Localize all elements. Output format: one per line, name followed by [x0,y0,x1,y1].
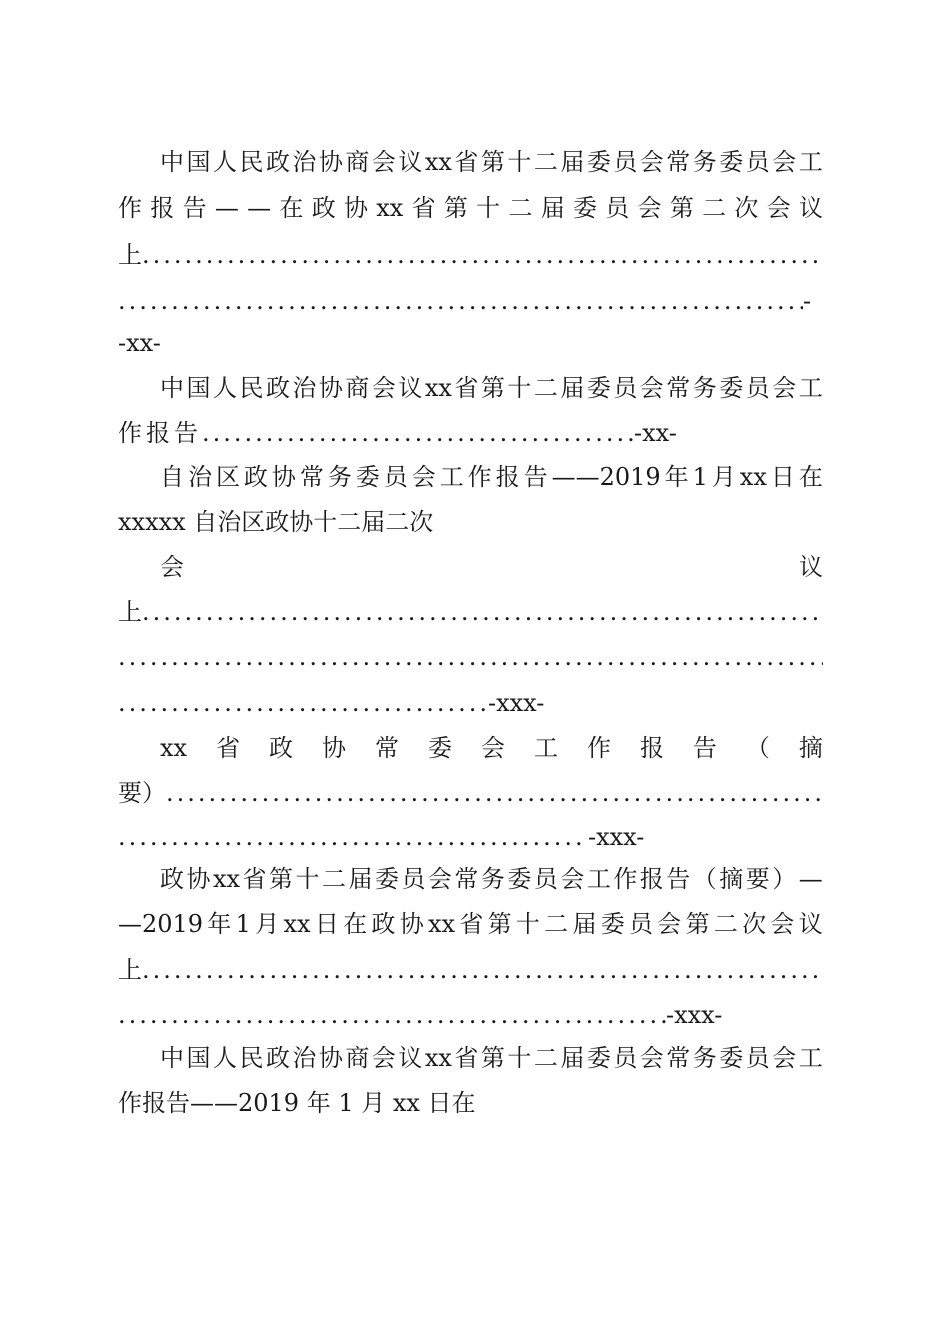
text-token: 会 [371,148,396,176]
toc-entry-4-line-2 [118,778,823,808]
dot-leader [118,688,488,718]
text-token: xx [283,910,311,938]
text-token: 十 [507,374,532,402]
dot-leader [118,286,803,316]
text-token: 报 [639,734,664,762]
text-token: 第 [443,194,468,222]
text-token: —2019 [118,910,204,938]
text-token: 届 [540,194,565,222]
text-token: 常 [375,734,400,762]
text-token: 会 [480,734,505,762]
text-token: 省 [242,865,267,893]
text-token: 协 [271,463,296,491]
toc-entry-3-line-3 [160,552,823,582]
text-token: 委 [719,1044,744,1072]
text-token: 议 [798,194,823,222]
dot-leader [142,955,823,985]
toc-entry-3-line-5 [118,642,823,672]
text-token: 政 [265,148,290,176]
text-token: 1 [235,910,251,938]
text-token: 委 [586,374,611,402]
text-token: 摘 [798,734,823,762]
text-token: 常 [454,865,479,893]
text-token: 务 [692,148,717,176]
text-token: 会 [772,148,797,176]
text-token: 常 [299,463,324,491]
text-token: 委 [428,734,452,762]
text-token: 治 [292,1044,317,1072]
text-token: 省 [454,148,479,176]
text-token: 届 [572,910,597,938]
text-token: 商 [345,148,370,176]
toc-entry-1-page [118,328,823,358]
text-token: 民 [239,1044,264,1072]
toc-entry-2-text-tail: 作报告 [118,419,202,447]
text-token: 议 [398,1044,423,1072]
text-token: 常 [666,374,691,402]
toc-entry-1-line-3 [118,240,823,270]
toc-entry-1-line-1 [160,147,823,177]
text-token: 工 [798,1044,823,1072]
text-token: 报 [495,463,520,491]
text-token: 政 [160,865,184,893]
text-token: 工 [798,148,823,176]
text-token: xx [424,374,452,402]
text-token: 中 [160,148,184,176]
text-token: 人 [212,148,237,176]
text-token: 商 [345,1044,370,1072]
text-token: 二 [713,910,738,938]
text-token: ——2019 [551,463,661,491]
page-number: -xx- [634,419,677,447]
text-token: 会 [371,374,396,402]
text-token: 委 [374,865,399,893]
text-token: 政 [311,194,336,222]
text-token: 务 [692,374,717,402]
text-token: — [247,194,272,222]
text-token: 省 [216,734,241,762]
text-token: 年 [207,910,232,938]
text-token: 协 [318,1044,343,1072]
text-token: 工 [798,374,823,402]
text-token: 务 [692,1044,717,1072]
text-token: 要 [745,865,770,893]
toc-entry-1-text-tail: 上 [118,241,142,269]
text-token: 员 [745,374,770,402]
text-token: 民 [239,374,264,402]
text-token: 1 [692,463,708,491]
text-token: xx [424,1044,452,1072]
text-token: 第 [487,910,512,938]
text-token: 月 [255,910,280,938]
text-token: ） [772,865,797,893]
text-token: 员 [605,194,630,222]
text-token: 二 [533,374,558,402]
text-token: 员 [383,463,408,491]
text-token: 协 [343,194,368,222]
toc-entry-3-text-tail: 上 [118,598,142,626]
toc-entry-6-line-1 [160,1043,823,1073]
page-number: -xxx- [588,823,645,851]
text-token: 议 [799,553,823,581]
text-token: 会 [772,1044,797,1072]
text-token: 员 [745,148,770,176]
text-token: 第 [669,194,694,222]
text-token: 员 [613,374,638,402]
text-token: 届 [560,1044,585,1072]
text-token: 会 [657,910,682,938]
text-token: 协 [186,865,211,893]
toc-entry-2-line-1 [160,373,823,403]
page-number: -xxx- [488,689,545,717]
text-token: 作 [467,463,492,491]
text-token: 第 [685,910,710,938]
text-token: 在 [279,194,304,222]
text-token: 商 [345,374,370,402]
dot-leader [118,642,823,672]
text-token: 民 [239,148,264,176]
text-token: 告 [692,734,717,762]
text-token: 届 [560,148,585,176]
text-token: 务 [480,865,505,893]
text-token: 第 [480,148,505,176]
text-token: 协 [318,148,343,176]
text-token: 工 [586,865,611,893]
text-token: xx [160,734,188,762]
dot-leader [118,822,588,852]
text-token: 政 [243,463,268,491]
text-token: 政 [265,374,290,402]
text-token: 会 [639,1044,664,1072]
text-token: 十 [515,910,540,938]
toc-entry-3-line-6 [118,688,823,718]
dot-leader [118,1000,666,1030]
text-token: 省 [411,194,436,222]
dot-leader [142,597,823,627]
text-token: 届 [348,865,373,893]
text-token: 员 [629,910,654,938]
toc-entry-5-line-3 [118,955,823,985]
text-token: 员 [745,1044,770,1072]
text-token: 员 [613,148,638,176]
text-token: 年 [664,463,689,491]
text-token: xx [424,148,452,176]
text-token: 月 [711,463,736,491]
text-token: 作 [613,865,638,893]
text-token: 工 [533,734,558,762]
text-token: 第 [480,374,505,402]
text-token: 告 [523,463,548,491]
text-token: 协 [318,374,343,402]
text-token: 二 [533,1044,558,1072]
toc-entry-4-text-tail: 要） [118,779,166,807]
text-token: 议 [398,374,423,402]
text-token: 会 [639,374,664,402]
text-token: （ [745,734,770,762]
text-token: 会 [427,865,452,893]
text-token: 会 [637,194,662,222]
text-token: 委 [586,148,611,176]
text-token: 二 [533,148,558,176]
text-token: 十 [507,148,532,176]
text-token: 委 [719,148,744,176]
text-token: 十 [507,1044,532,1072]
text-token: 报 [150,194,175,222]
text-token: 会 [371,1044,396,1072]
text-token: 二 [321,865,346,893]
text-token: 二 [508,194,533,222]
text-token: 政 [269,734,294,762]
toc-entry-4-line-3 [118,822,823,852]
toc-entry-5-line-4 [118,1000,823,1030]
text-token: 摘 [719,865,744,893]
text-token: 中 [160,1044,184,1072]
text-token: 中 [160,374,184,402]
text-token: 国 [186,1044,211,1072]
toc-entry-5-line-1 [160,864,823,894]
text-token: 二 [702,194,727,222]
text-token: xx [427,910,456,938]
text-token: 省 [459,910,484,938]
text-token: 次 [742,910,767,938]
text-token: 员 [401,865,426,893]
text-token: 员 [613,1044,638,1072]
text-token: 会 [411,463,436,491]
text-token: 议 [798,910,823,938]
toc-entry-3-line-1 [160,462,823,492]
toc-entry-1-line-4 [118,286,823,316]
text-token: 工 [439,463,464,491]
toc-entry-3-line-4 [118,597,823,627]
text-token: 会 [772,374,797,402]
toc-entry-3-text-cont: xxxxx 自治区政协十二届二次 [118,508,434,536]
toc-entry-2-line-2 [118,418,823,448]
text-token: 委 [355,463,380,491]
text-token: 委 [719,374,744,402]
text-token: 委 [600,910,625,938]
text-token: 协 [322,734,347,762]
text-token: 人 [212,1044,237,1072]
text-token: 告 [182,194,207,222]
text-token: 政 [371,910,396,938]
text-token: 自 [160,463,184,491]
text-token: 届 [560,374,585,402]
toc-entry-6-text-tail: 作报告——2019 年 1 月 xx 日在 [118,1089,476,1117]
text-token: 第 [269,865,294,893]
text-token: 省 [454,374,479,402]
text-token: 人 [212,374,237,402]
text-token: 常 [666,148,691,176]
text-token: 治 [292,148,317,176]
dot-leader [166,778,823,808]
text-token: 作 [586,734,611,762]
leader-dash: - [803,287,812,315]
text-token: — [214,194,239,222]
text-token: 告 [666,865,691,893]
text-token: 作 [118,194,142,222]
text-token: 在 [798,463,823,491]
text-token: 日 [770,463,795,491]
page-number: -xxx- [666,1001,723,1029]
text-token: 常 [666,1044,691,1072]
text-token: — [798,865,823,893]
text-token: 国 [186,148,211,176]
text-token: 会 [766,194,791,222]
text-token: 报 [639,865,664,893]
text-token: 日 [314,910,339,938]
dot-leader [202,418,634,448]
text-token: 在 [343,910,368,938]
text-token: xx [212,865,241,893]
text-token: 治 [292,374,317,402]
toc-entry-1-line-2 [118,193,823,223]
text-token: 会 [560,865,585,893]
text-token: 二 [544,910,569,938]
text-token: 区 [215,463,240,491]
text-token: 治 [187,463,212,491]
page-number: -xx- [118,329,161,357]
text-token: 国 [186,374,211,402]
toc-entry-6-line-2 [118,1088,823,1118]
text-token: 政 [265,1044,290,1072]
dot-leader [142,240,823,270]
text-token: 十 [295,865,320,893]
toc-entry-4-line-1 [160,733,823,763]
text-token: 次 [734,194,759,222]
toc-entry-5-text-tail: 上 [118,956,142,984]
text-token: 员 [533,865,558,893]
text-token: 十 [476,194,501,222]
text-token: xx [376,194,404,222]
toc-entry-3-line-2 [118,507,823,537]
text-token: 会 [639,148,664,176]
text-token: 委 [586,1044,611,1072]
text-token: 委 [507,865,532,893]
text-token: 委 [573,194,598,222]
text-token: 协 [399,910,424,938]
text-token: 省 [454,1044,479,1072]
text-token: 会 [160,553,184,581]
text-token: 议 [398,148,423,176]
text-token: （ [692,865,717,893]
text-token: 务 [327,463,352,491]
text-token: 第 [480,1044,505,1072]
text-token: 会 [770,910,795,938]
text-token: xx [739,463,767,491]
toc-entry-5-line-2 [118,909,823,939]
